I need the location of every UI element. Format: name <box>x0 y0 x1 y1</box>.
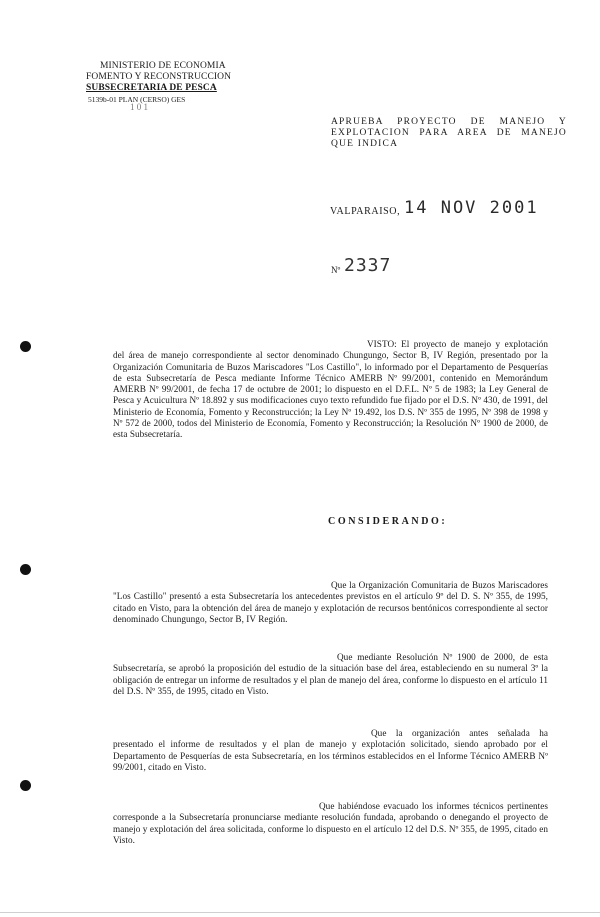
considerando-item-text: Que la organización antes señalada ha presentado el informe de resultados y el plan de manejo y explotación solicitado, siendo aprobado por el Departamento de Pesquerías de esta Subsecretaría, en los términos establecidos en el Informe Técnico AMERB Nº 99/2001, citado en Visto. <box>113 728 548 772</box>
punch-hole-middle <box>20 564 31 575</box>
subsecretaria-name: SUBSECRETARIA DE PESCA <box>86 83 217 93</box>
place-label: VALPARAISO, <box>330 206 401 217</box>
considerando-item-text: Que habiéndose evacuado los informes técnicos pertinentes corresponde a la Subsecretaría pronunciarse mediante resolución fundada, aprobando o denegando el proyecto de manejo y explotación del área solicitada, conforme lo dispuesto en el artículo 12 del D.S. Nº 355, de 1995, citado en Visto. <box>113 801 548 845</box>
ministry-subname: FOMENTO Y RECONSTRUCCION <box>86 72 232 82</box>
handwritten-mark: 1 0 1 <box>130 102 148 112</box>
reference-code: 5139b-01 PLAN (CERSO) GES <box>88 95 186 104</box>
visto-text: VISTO: El proyecto de manejo y explotación del área de manejo correspondiente al sector denominado Chungungo, Sector B, IV Región, presentado por la Organización Comunitaria de Buzos Mariscadores "Los Castillo", lo informado por el Departamento de Pesquerías de esta Subsecretaría de Pesca mediante Informe Técnico AMERB Nº 99/2001, contenido en Memorándum AMERB Nº 99/2001, de fecha 17 de octubre de 2001; lo dispuesto en el D.F.L. Nº 5 de 1983; la Ley General de Pesca y Acuicultura Nº 18.892 y sus modificaciones cuyo texto refundido fue fijado por el D.S. Nº 430, de 1991, del Ministerio de Economía, Fomento y Reconstrucción; la Ley Nº 19.492, los D.S. Nº 355 de 1995, Nº 398 de 1998 y Nº 572 de 2000, todos del Ministerio de Economía, Fomento y Reconstrucción; la Resolución Nº 1900 de 2000, de esta Subsecretaría. <box>113 339 548 440</box>
resolution-number-label: Nº <box>331 265 341 275</box>
considerando-item <box>113 652 548 697</box>
subject-block <box>331 117 567 150</box>
visto-paragraph <box>113 339 548 441</box>
considerando-heading: CONSIDERANDO: <box>328 516 448 527</box>
ministry-name: MINISTERIO DE ECONOMIA <box>100 61 226 71</box>
ministry-header <box>86 61 246 94</box>
punch-hole-bottom <box>20 780 31 791</box>
considerando-item <box>113 801 548 846</box>
considerando-item <box>113 728 548 773</box>
considerando-item-text: Que la Organización Comunitaria de Buzos Mariscadores "Los Castillo" presentó a esta Subsecretaría los antecedentes previstos en el artículo 9º del D. S. Nº 355, de 1995, citado en Visto, para la obtención del área de manejo y explotación de recursos bentónicos correspondiente al sector denominado Chungungo, Sector B, IV Región. <box>113 580 548 624</box>
punch-hole-top <box>20 341 31 352</box>
subject-text: APRUEBA PROYECTO DE MANEJO Y EXPLOTACION PARA AREA DE MANEJO QUE INDICA <box>331 117 567 149</box>
scan-edge-line <box>0 912 600 913</box>
resolution-number: 2337 <box>344 255 392 276</box>
considerando-item <box>113 580 548 625</box>
considerando-item-text: Que mediante Resolución Nº 1900 de 2000, de esta Subsecretaría, se aprobó la proposición del estudio de la situación base del área, estableciendo en su numeral 3º la obligación de entregar un informe de resultados y el plan de manejo del área, conforme lo dispuesto en el artículo 11 del D.S. Nº 355, de 1995, citado en Visto. <box>113 652 548 696</box>
date-stamp: 14 NOV 2001 <box>404 198 539 218</box>
